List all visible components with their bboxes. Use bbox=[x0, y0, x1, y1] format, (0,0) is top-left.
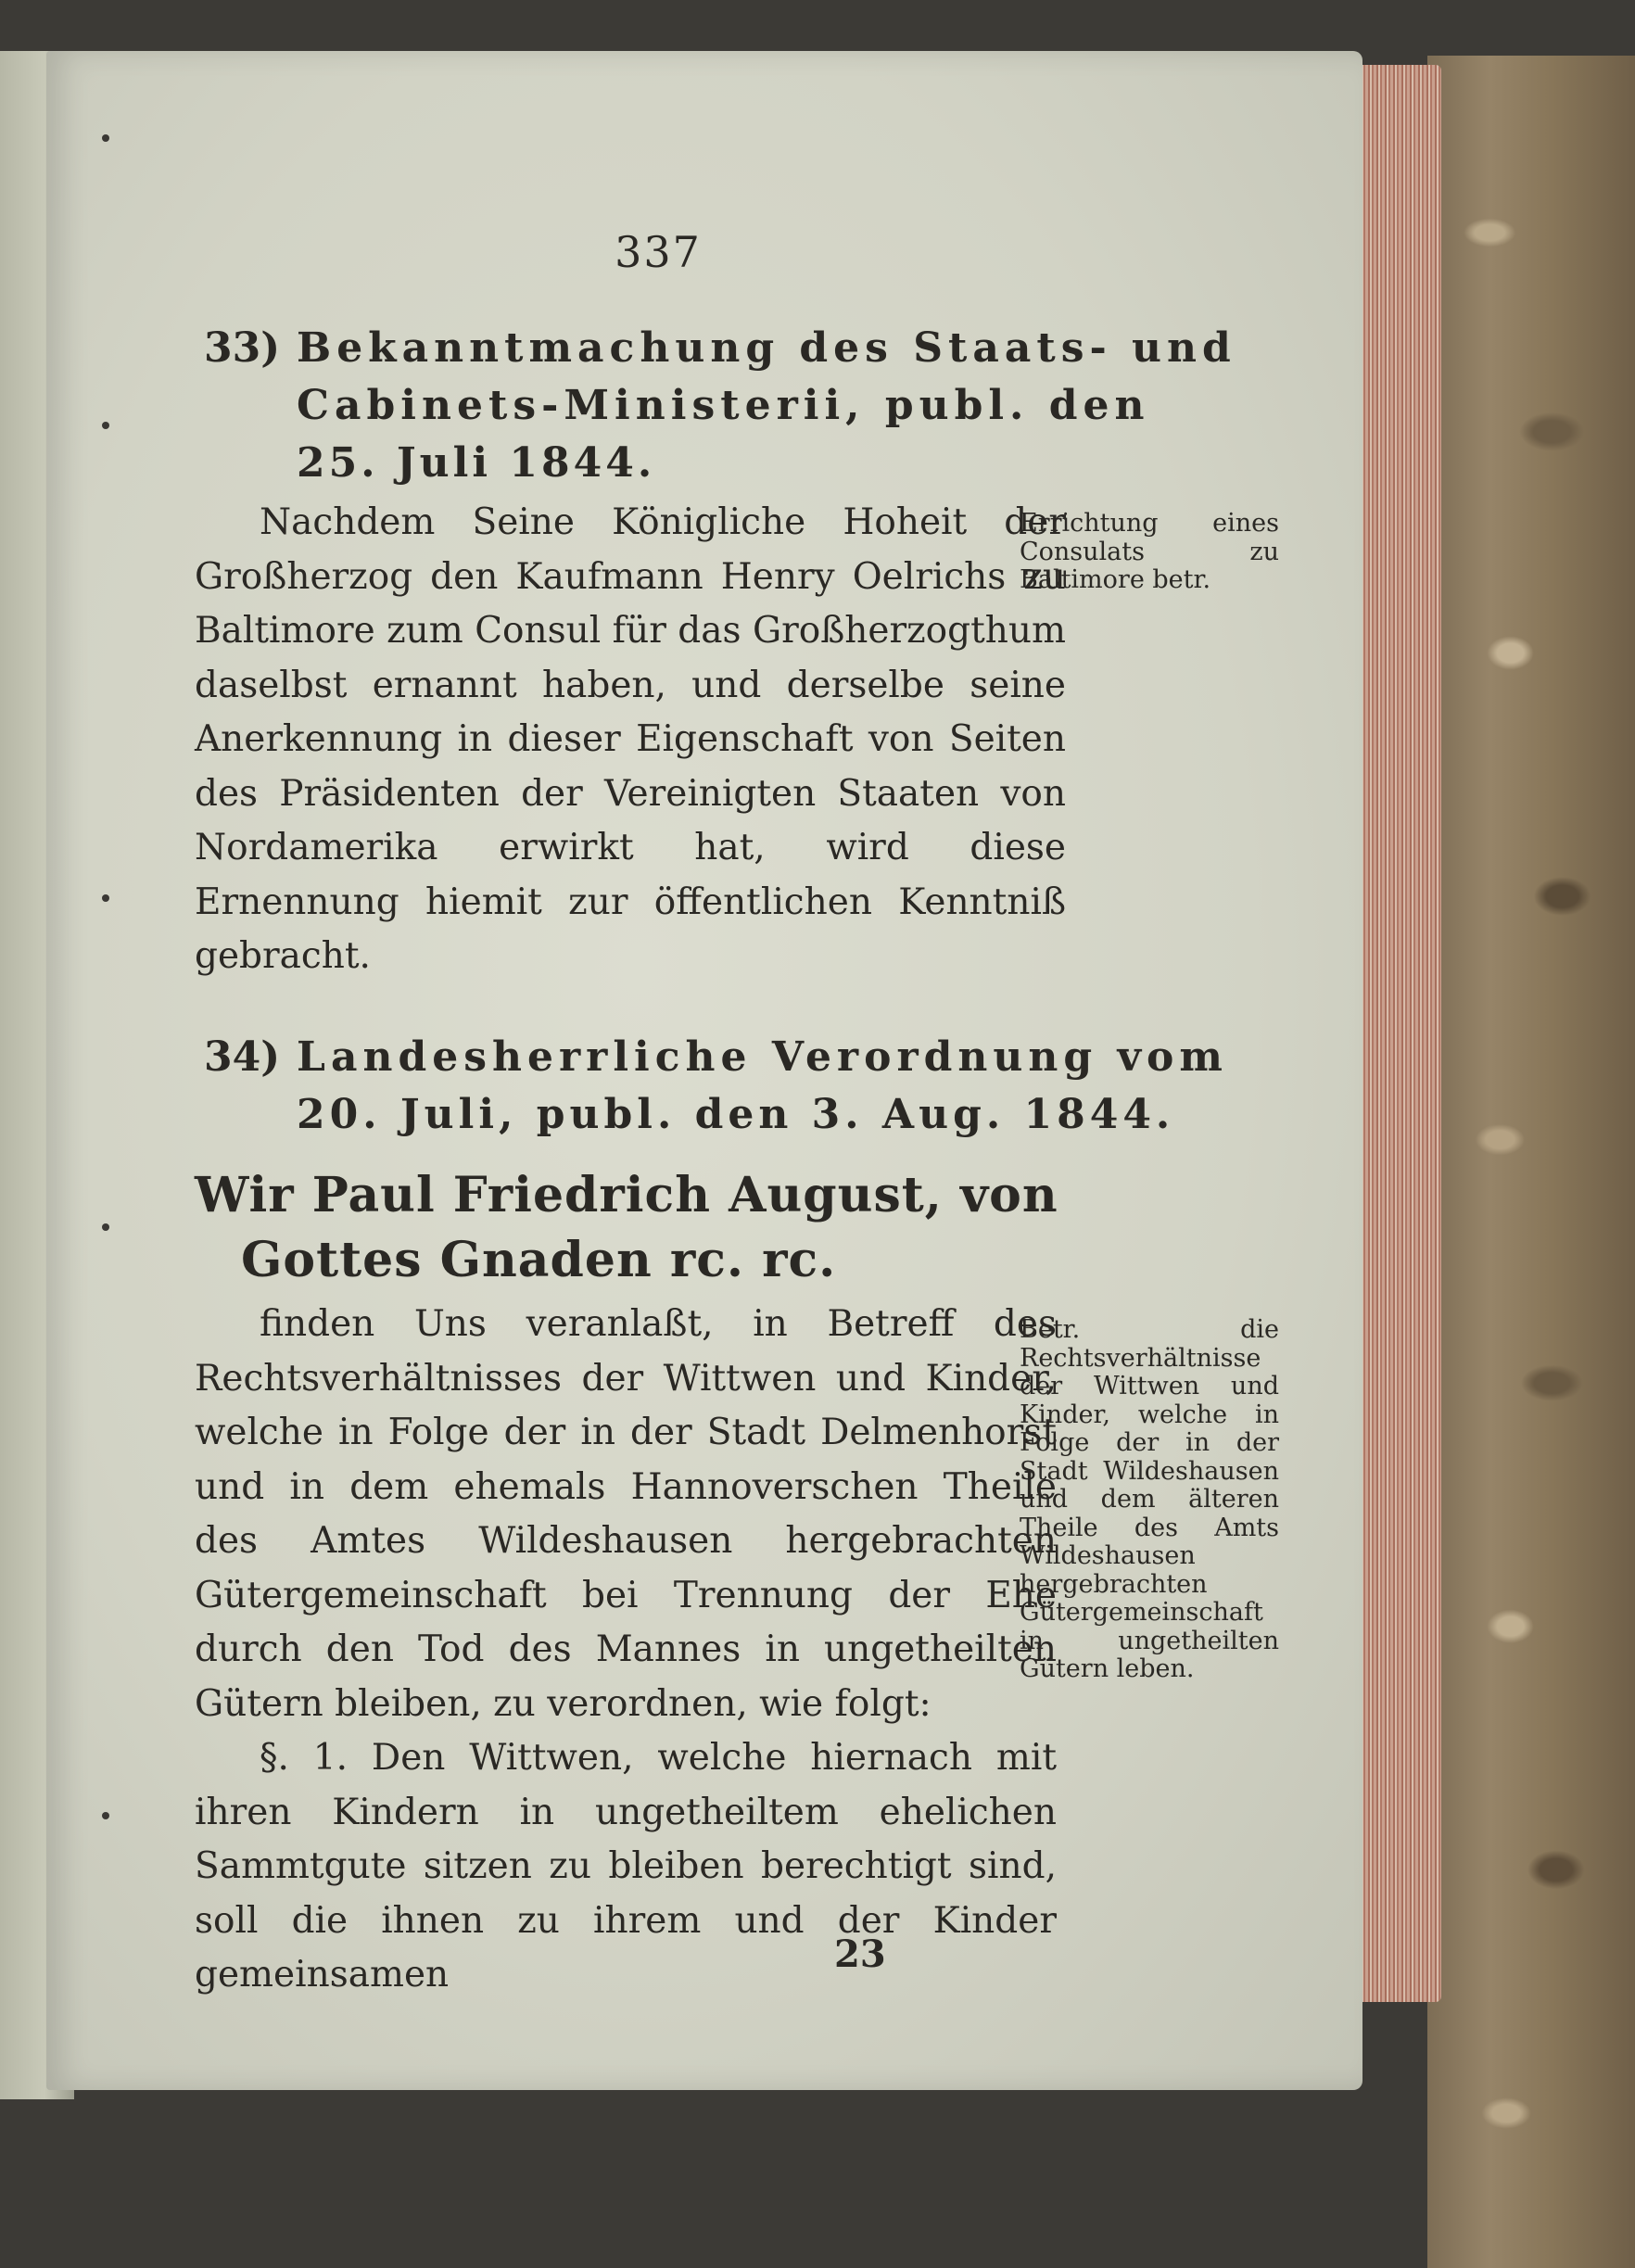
gutter-dot bbox=[102, 134, 109, 142]
decree-title-line: Wir Paul Friedrich August, von bbox=[195, 1167, 1058, 1223]
section-34-paragraph-1: §. 1. Den Wittwen, welche hiernach mit ihren Kindern in ungetheiltem ehelichen Sammtgute sitzen zu bleiben berechtigt sind, soll die ihnen zu ihrem und der Kinder gemeinsamen bbox=[195, 1737, 1057, 1996]
section-34-heading bbox=[204, 1029, 1228, 1144]
page-fore-edges bbox=[1349, 65, 1441, 2002]
section-33-paragraph: Nachdem Seine Königliche Hoheit der Großherzog den Kaufmann Henry Oelrichs zu Baltimore zum Consul für das Großherzogthum daselbst ernannt haben, und derselbe seine Anerkennung in dieser Eigenschaft von Seiten des Präsidenten der Vereinigten Staaten von Nordamerika erwirkt hat, wird diese Ernennung hiemit zur öffentlichen Kenntniß gebracht. bbox=[195, 501, 1066, 977]
section-34-body bbox=[195, 1298, 1057, 2003]
book-page bbox=[46, 51, 1362, 2090]
gutter-dot bbox=[102, 894, 109, 902]
section-33-heading-line: Bekanntmachung des Staats- und bbox=[297, 324, 1236, 372]
section-34-heading-line: 20. Juli, publ. den 3. Aug. 1844. bbox=[297, 1091, 1175, 1138]
gutter-dot bbox=[102, 1223, 109, 1231]
section-34-heading-line: Landesherrliche Verordnung vom bbox=[297, 1033, 1228, 1081]
section-34-number: 34) bbox=[204, 1033, 281, 1081]
gutter-dot bbox=[102, 1812, 109, 1819]
section-33-heading-line: Cabinets-Ministerii, publ. den bbox=[297, 382, 1150, 429]
gutter-dot bbox=[102, 422, 109, 429]
section-33-number: 33) bbox=[204, 324, 281, 372]
section-33-heading-line: 25. Juli 1844. bbox=[297, 439, 656, 487]
section-33-heading bbox=[204, 320, 1236, 492]
section-34-intro: finden Uns veranlaßt, in Betreff des Rechtsverhältnisses der Wittwen und Kinder, welche in Folge der in der Stadt Delmenhorst und in dem ehemals Hannoverschen Theile des Amtes Wildeshausen hergebrachten Gütergemeinschaft bei Trennung der Ehe durch den Tod des Mannes in ungetheilten Gütern bleiben, zu verordnen, wie folgt: bbox=[195, 1303, 1057, 1725]
section-33-margin-note: Errichtung eines Consulats zu Baltimore betr. bbox=[1020, 509, 1279, 594]
book-cover-marbled-board bbox=[1427, 56, 1635, 2268]
decree-title bbox=[195, 1163, 1066, 1293]
section-34-margin-note: Betr. die Rechtsverhältnisse der Wittwen und Kinder, welche in Folge der in der Stadt Wildeshausen und dem älteren Theile des Amts Wildeshausen hergebrachten Gütergemeinschaft in ungetheilten Gütern leben. bbox=[1020, 1315, 1279, 1683]
page-number: 337 bbox=[615, 227, 702, 277]
section-33-body bbox=[195, 496, 1066, 984]
decree-title-line: Gottes Gnaden rc. rc. bbox=[241, 1232, 837, 1288]
printer-signature-mark: 23 bbox=[834, 1932, 886, 1976]
